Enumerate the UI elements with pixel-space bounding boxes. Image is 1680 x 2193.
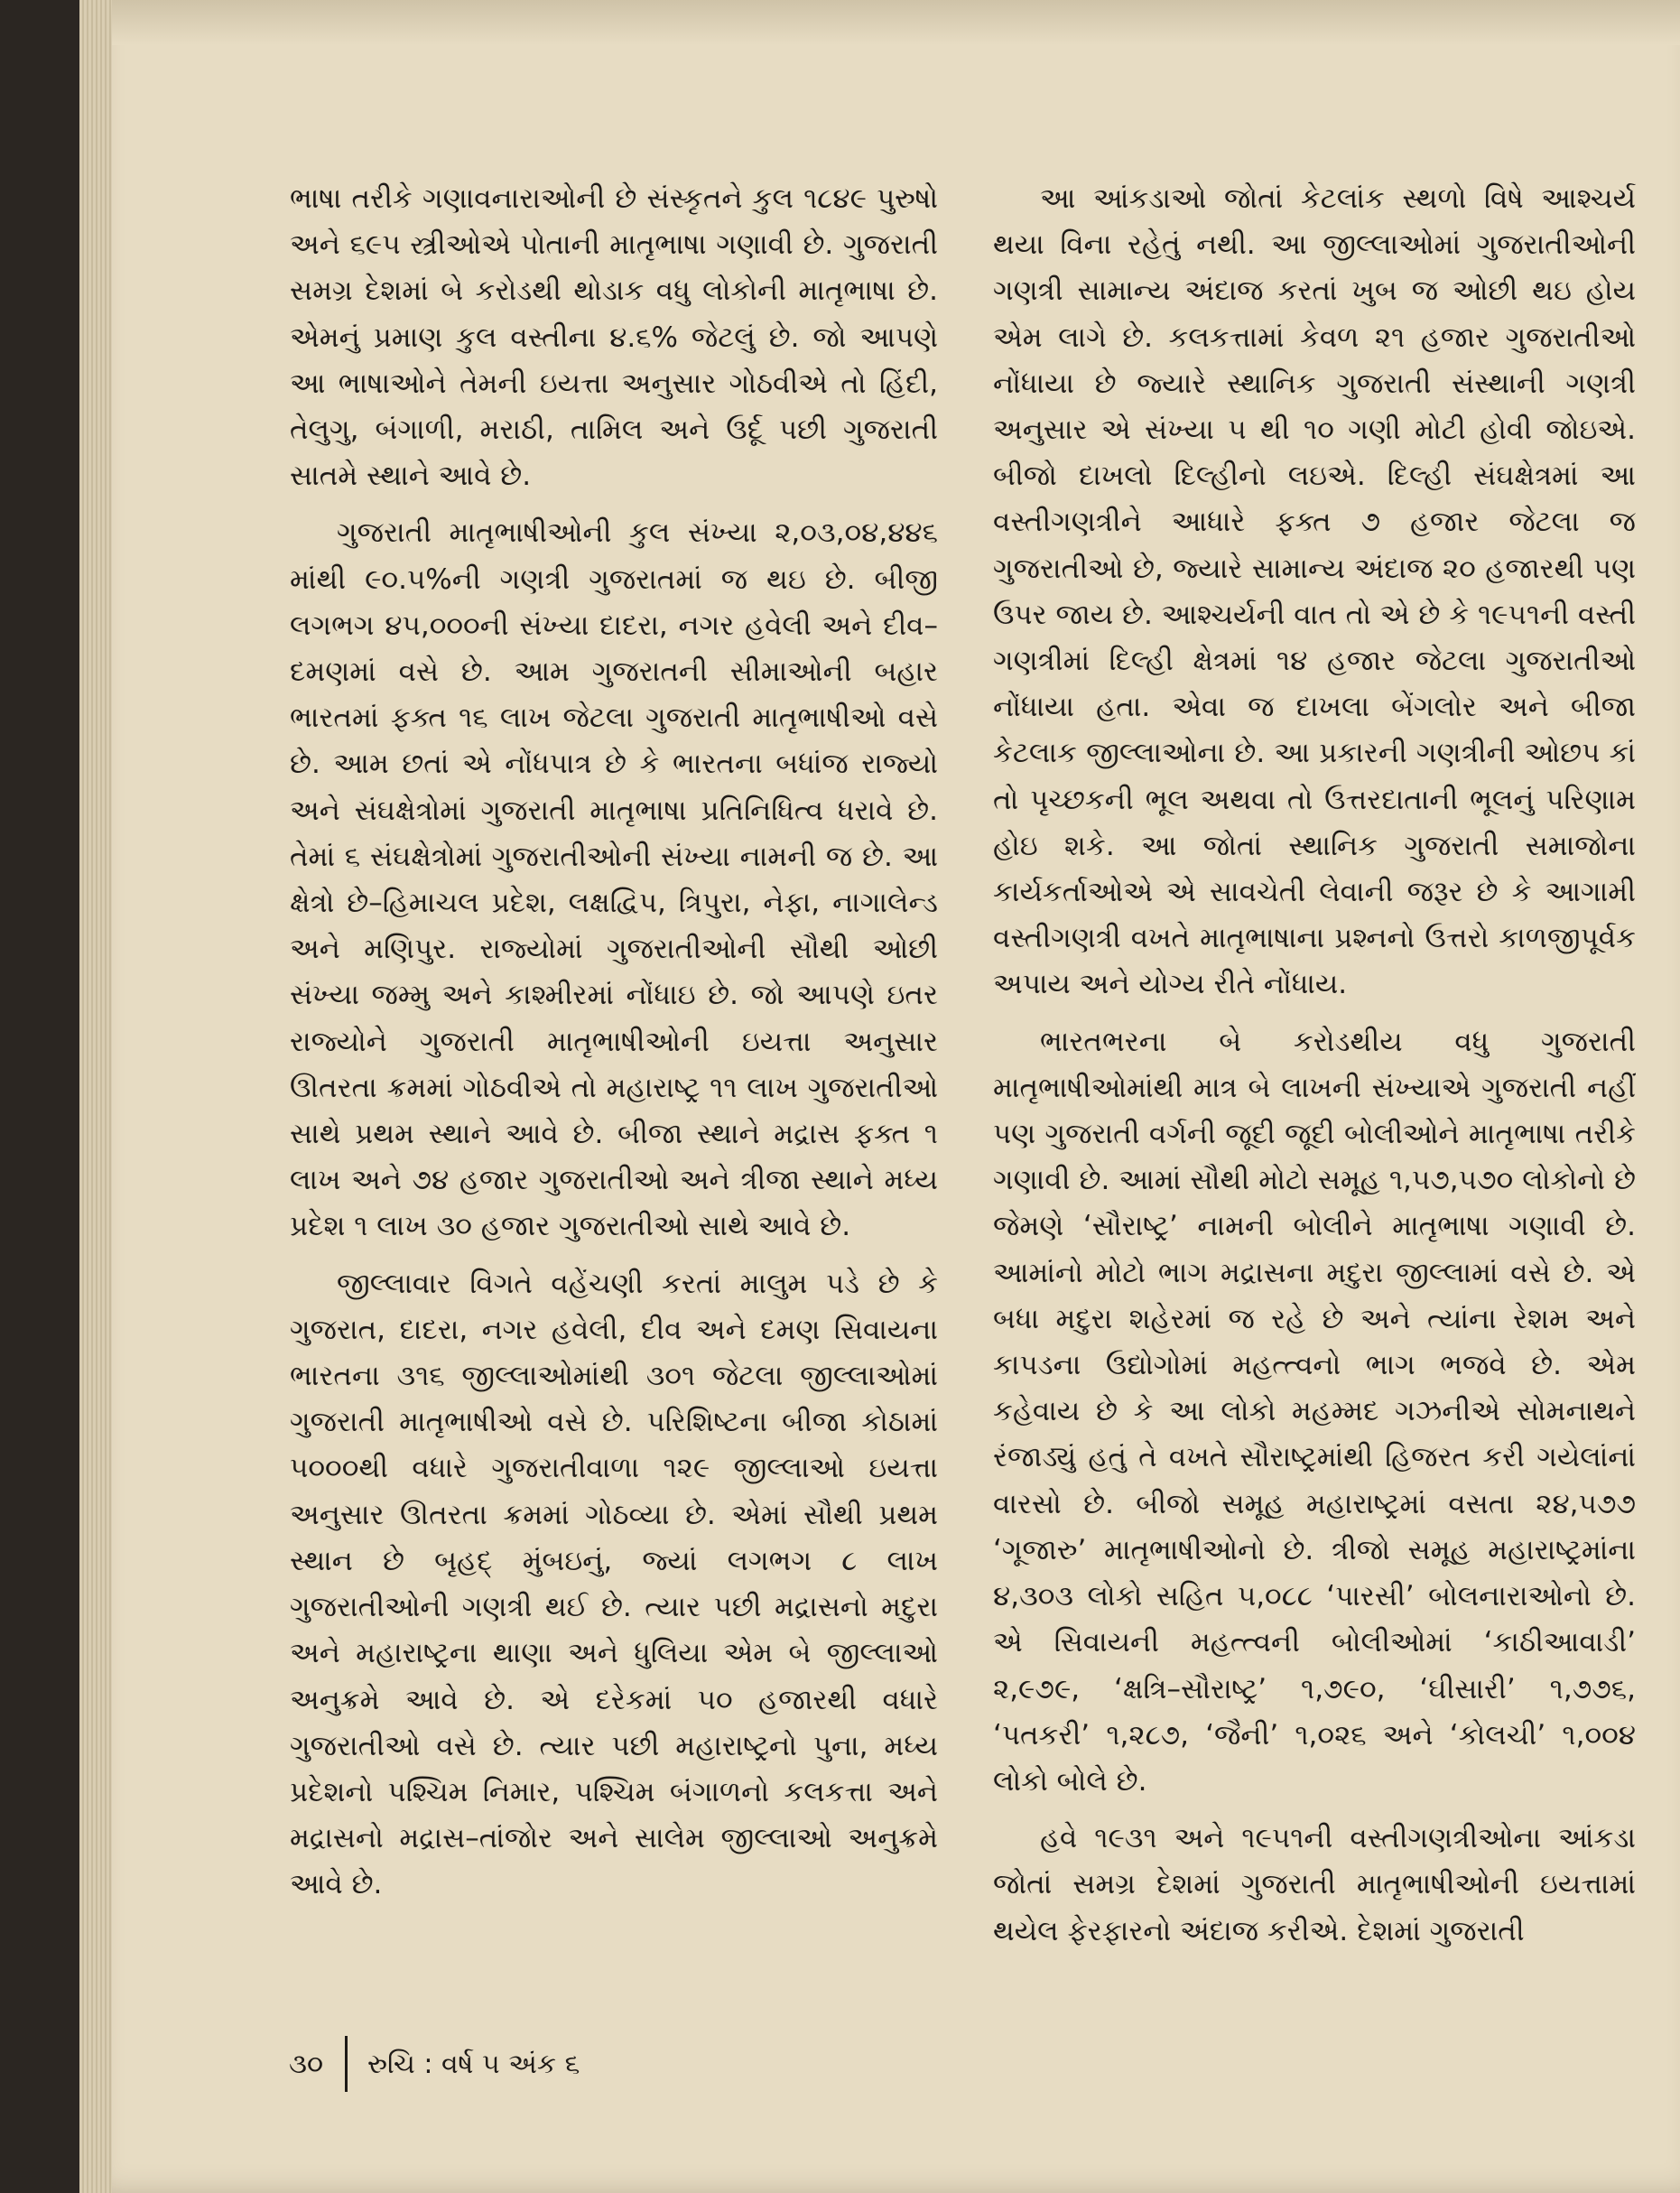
left-paragraph-3: જીલ્લાવાર વિગતે વહેંચણી કરતાં માલુમ પડે છે કે ગુજરાત, દાદરા, નગર હવેલી, દીવ અને દમણ સિવાયના ભારતના ૩૧૬ જીલ્લાઓમાંથી ૩૦૧ જેટલા જીલ્લાઓમાં ગુજરાતી માતૃભાષીઓ વસે છે. પરિશિષ્ટના બીજા કોઠામાં ૫૦૦૦થી વધારે ગુજરાતીવાળા ૧૨૯ જીલ્લાઓ ઇયત્તા અનુસાર ઊતરતા ક્રમમાં ગોઠવ્યા છે. એમાં સૌથી પ્રથમ સ્થાન છે બૃહદ્ મુંબઇનું, જ્યાં લગભગ ૮ લાખ ગુજરાતીઓની ગણત્રી થઈ છે. ત્યાર પછી મદ્રાસનો મદુરા અને મહારાષ્ટ્રના થાણા અને ધુલિયા એમ બે જીલ્લાઓ અનુક્રમે આવે છે. એ દરેકમાં ૫૦ હજારથી વધારે ગુજરાતીઓ વસે છે. ત્યાર પછી મહારાષ્ટ્રનો પુના, મધ્ય પ્રદેશનો પશ્ચિમ નિમાર, પશ્ચિમ બંગાળનો કલકત્તા અને મદ્રાસનો મદ્રાસ–તાંજોર અને સાલેમ જીલ્લાઓ અનુક્રમે આવે છે. bbox=[290, 1267, 938, 1901]
left-paragraph-1: ભાષા તરીકે ગણાવનારાઓની છે સંસ્કૃતને કુલ ૧૮૪૯ પુરુષો અને ૬૯૫ સ્ત્રીઓએ પોતાની માતૃભાષા ગણાવી છે. ગુજરાતી સમગ્ર દેશમાં બે કરોડથી થોડાક વધુ લોકોની માતૃભાષા છે. એમનું પ્રમાણ કુલ વસ્તીના ૪.૬% જેટલું છે. જો આપણે આ ભાષાઓને તેમની ઇયત્તા અનુસાર ગોઠવીએ તો હિંદી, તેલુગુ, બંગાળી, મરાઠી, તામિલ અને ઉર્દૂ પછી ગુજરાતી સાતમે સ્થાને આવે છે. bbox=[290, 182, 938, 493]
right-paragraph-2: ભારતભરના બે કરોડથીય વધુ ગુજરાતી માતૃભાષીઓમાંથી માત્ર બે લાખની સંખ્યાએ ગુજરાતી નહીં પણ ગુજરાતી વર્ગની જૂદી જૂદી બોલીઓને માતૃભાષા તરીકે ગણાવી છે. આમાં સૌથી મોટો સમૂહ ૧,૫૭,૫૭૦ લોકોનો છે જેમણે ‘સૌરાષ્ટ્ર’ નામની બોલીને માતૃભાષા ગણાવી છે. આમાંનો મોટો ભાગ મદ્રાસના મદુરા જીલ્લામાં વસે છે. એ બધા મદુરા શહેરમાં જ રહે છે અને ત્યાંના રેશમ અને કાપડના ઉદ્યોગોમાં મહત્ત્વનો ભાગ ભજવે છે. એમ કહેવાય છે કે આ લોકો મહમ્મદ ગઝનીએ સોમનાથને રંજાડ્યું હતું તે વખતે સૌરાષ્ટ્રમાંથી હિજરત કરી ગયેલાંનાં વારસો છે. બીજો સમૂહ મહારાષ્ટ્રમાં વસતા ૨૪,૫૭૭ ‘ગૂજારુ’ માતૃભાષીઓનો છે. ત્રીજો સમૂહ મહારાષ્ટ્રમાંના ૪,૩૦૩ લોકો સહિત ૫,૦૮૮ ‘પારસી’ બોલનારાઓનો છે. એ સિવાયની મહત્ત્વની બોલીઓમાં ‘કાઠીઆવાડી’ ૨,૯૭૯, ‘ક્ષત્રિ–સૌરાષ્ટ્ર’ ૧,૭૯૦, ‘ઘીસારી’ ૧,૭૭૬, ‘પતકરી’ ૧,૨૮૭, ‘જૈની’ ૧,૦૨૬ અને ‘કોલચી’ ૧,૦૦૪ લોકો બોલે છે. bbox=[993, 1025, 1636, 1798]
page-number: ૩૦ bbox=[289, 2048, 324, 2080]
left-column bbox=[290, 176, 938, 1919]
right-column bbox=[993, 176, 1636, 1965]
book-page bbox=[79, 0, 1680, 2193]
right-paragraph-3: હવે ૧૯૩૧ અને ૧૯૫૧ની વસ્તીગણત્રીઓના આંકડા જોતાં સમગ્ર દેશમાં ગુજરાતી માતૃભાષીઓની ઇયત્તામાં થયેલ ફેરફારનો અંદાજ કરીએ. દેશમાં ગુજરાતી bbox=[993, 1822, 1636, 1947]
right-paragraph-1: આ આંકડાઓ જોતાં કેટલાંક સ્થળો વિષે આશ્ચર્ય થયા વિના રહેતું નથી. આ જીલ્લાઓમાં ગુજરાતીઓની ગણત્રી સામાન્ય અંદાજ કરતાં ખુબ જ ઓછી થઇ હોય એમ લાગે છે. કલકત્તામાં કેવળ ૨૧ હજાર ગુજરાતીઓ નોંધાયા છે જ્યારે સ્થાનિક ગુજરાતી સંસ્થાની ગણત્રી અનુસાર એ સંખ્યા ૫ થી ૧૦ ગણી મોટી હોવી જોઇએ. બીજો દાખલો દિલ્હીનો લઇએ. દિલ્હી સંઘક્ષેત્રમાં આ વસ્તીગણત્રીને આધારે ફક્ત ૭ હજાર જેટલા જ ગુજરાતીઓ છે, જ્યારે સામાન્ય અંદાજ ૨૦ હજારથી પણ ઉપર જાય છે. આશ્ચર્યની વાત તો એ છે કે ૧૯૫૧ની વસ્તી ગણત્રીમાં દિલ્હી ક્ષેત્રમાં ૧૪ હજાર જેટલા ગુજરાતીઓ નોંધાયા હતા. એવા જ દાખલા બેંગલોર અને બીજા કેટલાક જીલ્લાઓના છે. આ પ્રકારની ગણત્રીની ઓછપ કાં તો પૃચ્છકની ભૂલ અથવા તો ઉત્તરદાતાની ભૂલનું પરિણામ હોઇ શકે. આ જોતાં સ્થાનિક ગુજરાતી સમાજોના કાર્યકર્તાઓએ એ સાવચેતી લેવાની જરૂર છે કે આગામી વસ્તીગણત્રી વખતે માતૃભાષાના પ્રશ્નનો ઉત્તરો કાળજીપૂર્વક અપાય અને યોગ્ય રીતે નોંધાય. bbox=[993, 182, 1636, 1001]
footer-divider bbox=[345, 2036, 348, 2092]
page-footer bbox=[289, 2036, 580, 2092]
page-edge-stack bbox=[79, 0, 112, 2193]
running-title: રુચિ : વર્ષ ૫ અંક ૬ bbox=[367, 2048, 580, 2080]
page-top-shadow bbox=[79, 0, 1680, 45]
left-paragraph-2: ગુજરાતી માતૃભાષીઓની કુલ સંખ્યા ૨,૦૩,૦૪,૪૪૬ માંથી ૯૦.૫%ની ગણત્રી ગુજરાતમાં જ થઇ છે. બીજી લગભગ ૪૫,૦૦૦ની સંખ્યા દાદરા, નગર હવેલી અને દીવ–દમણમાં વસે છે. આમ ગુજરાતની સીમાઓની બહાર ભારતમાં ફક્ત ૧૬ લાખ જેટલા ગુજરાતી માતૃભાષીઓ વસે છે. આમ છતાં એ નોંધપાત્ર છે કે ભારતના બધાંજ રાજ્યો અને સંઘક્ષેત્રોમાં ગુજરાતી માતૃભાષા પ્રતિનિધિત્વ ધરાવે છે. તેમાં ૬ સંઘક્ષેત્રોમાં ગુજરાતીઓની સંખ્યા નામની જ છે. આ ક્ષેત્રો છે–હિમાચલ પ્રદેશ, લક્ષદ્વિપ, ત્રિપુરા, નેફા, નાગાલેન્ડ અને મણિપુર. રાજ્યોમાં ગુજરાતીઓની સૌથી ઓછી સંખ્યા જમ્મુ અને કાશ્મીરમાં નોંધાઇ છે. જો આપણે ઇતર રાજ્યોને ગુજરાતી માતૃભાષીઓની ઇયત્તા અનુસાર ઊતરતા ક્રમમાં ગોઠવીએ તો મહારાષ્ટ્ર ૧૧ લાખ ગુજરાતીઓ સાથે પ્રથમ સ્થાને આવે છે. બીજા સ્થાને મદ્રાસ ફક્ત ૧ લાખ અને ૭૪ હજાર ગુજરાતીઓ અને ત્રીજા સ્થાને મધ્ય પ્રદેશ ૧ લાખ ૩૦ હજાર ગુજરાતીઓ સાથે આવે છે. bbox=[290, 516, 938, 1243]
